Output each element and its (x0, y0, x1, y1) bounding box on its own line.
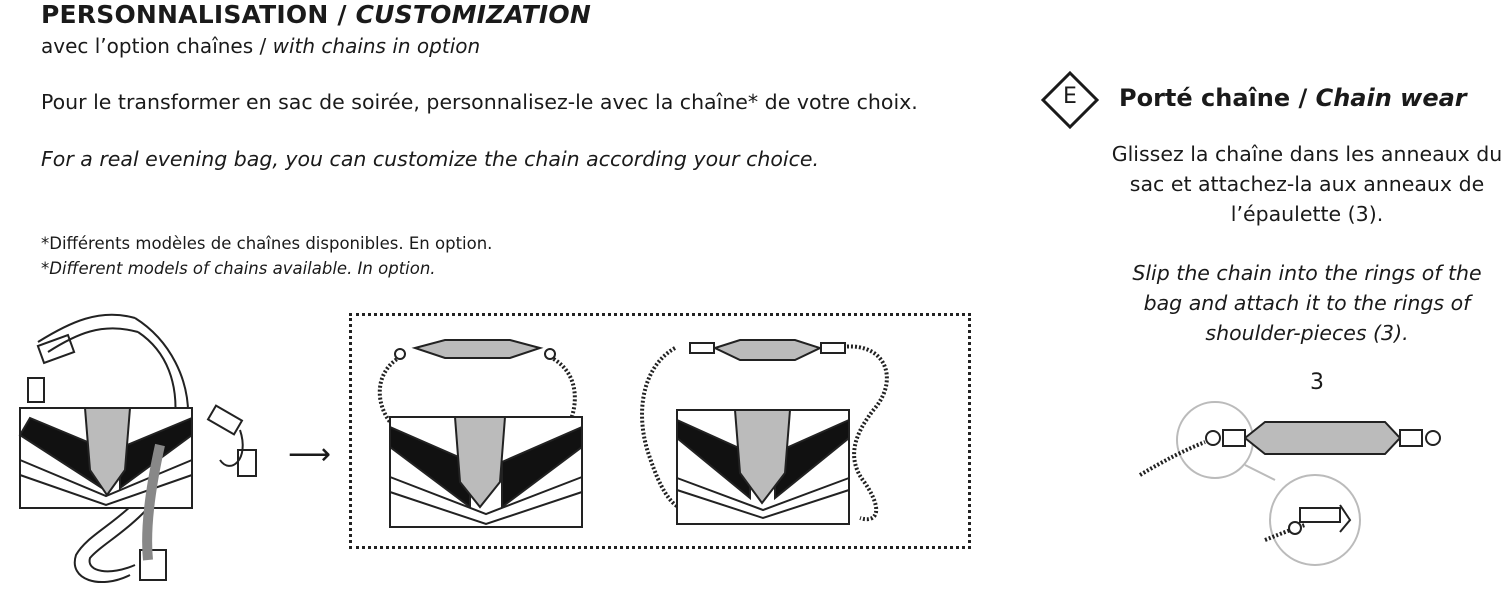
instruction-fr: Glissez la chaîne dans les anneaux du sac et attachez-la aux anneaux de l’épaulette (3). (1111, 142, 1503, 226)
shoulder-piece-detail-illustration (1135, 400, 1455, 570)
intro-text-fr: Pour le transformer en sac de soirée, personnalisez-le avec la chaîne* de votre choix. (41, 90, 918, 114)
section-title-fr: Porté chaîne / (1119, 84, 1316, 112)
section-badge-label: E (1063, 84, 1077, 109)
bag-with-strap-illustration (10, 300, 280, 595)
section-title-en: Chain wear (1315, 84, 1467, 112)
footnote-fr: *Différents modèles de chaînes disponibles. En option. (41, 234, 493, 253)
title-en: CUSTOMIZATION (355, 0, 591, 29)
bag-long-chain-illustration (635, 318, 905, 533)
bag-short-chain-illustration (370, 332, 600, 532)
section-title (1119, 84, 1467, 112)
footnote (41, 231, 492, 281)
page-subtitle (41, 34, 480, 58)
instruction-en: Slip the chain into the rings of the bag and attach it to the rings of shoulder-pieces (3). (1132, 261, 1482, 345)
page-title (41, 0, 591, 29)
step-number: 3 (1310, 370, 1324, 395)
title-fr: PERSONNALISATION / (41, 0, 356, 29)
intro-text-en: For a real evening bag, you can customize the chain according your choice. (41, 147, 819, 171)
footnote-en: *Different models of chains available. In option. (41, 259, 436, 278)
subtitle-en: with chains in option (272, 34, 481, 58)
subtitle-fr: avec l’option chaînes / (41, 34, 273, 58)
arrow-icon: ⟶ (288, 437, 332, 472)
